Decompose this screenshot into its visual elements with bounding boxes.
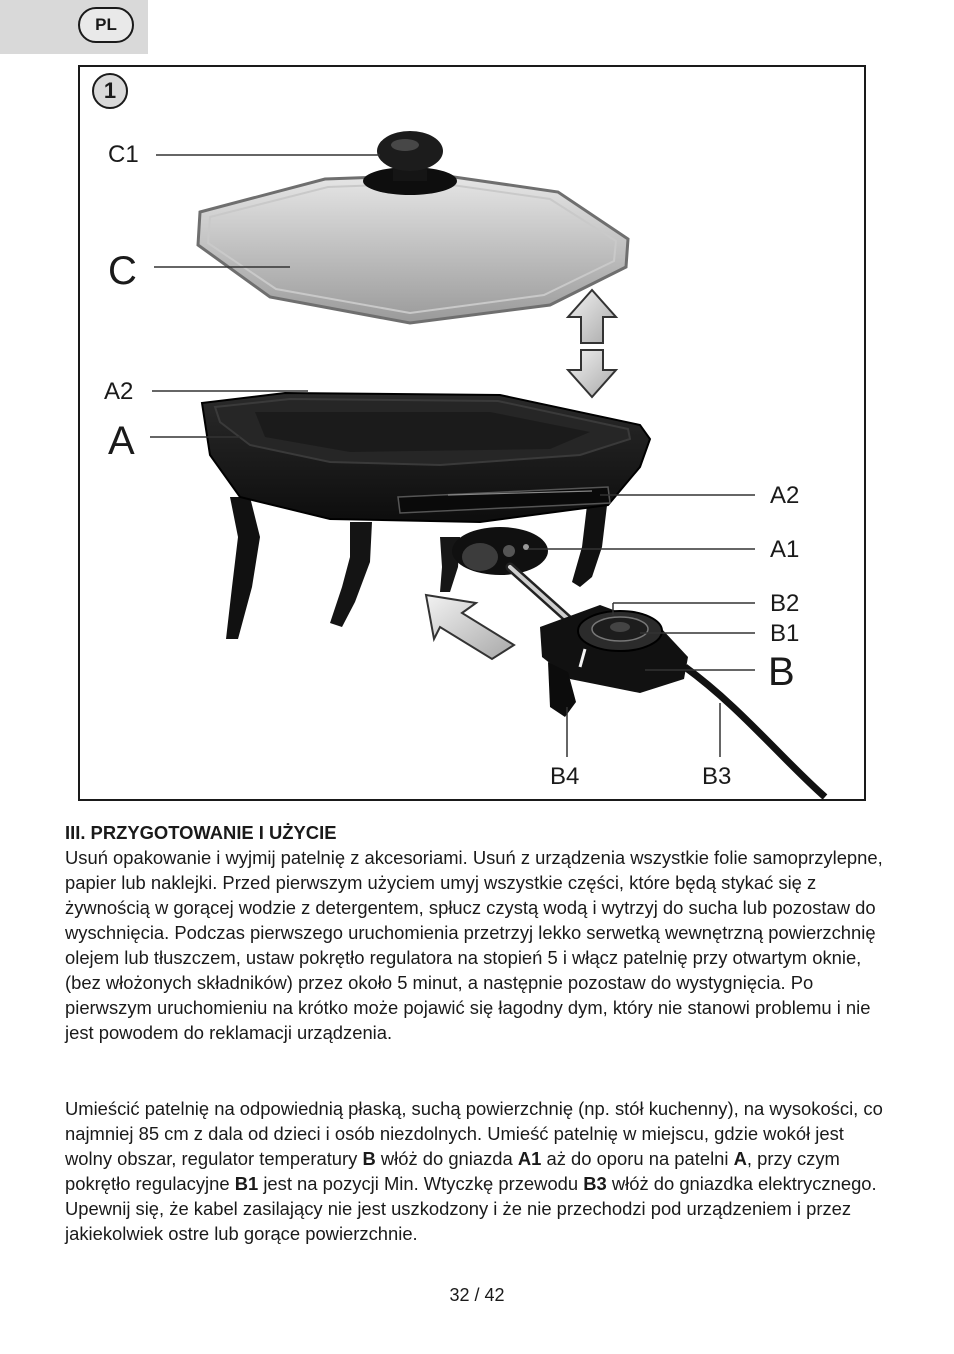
label-b4: B4: [550, 763, 580, 790]
label-b3: B3: [702, 763, 732, 790]
label-b1: B1: [770, 620, 800, 647]
section-title: III. PRZYGOTOWANIE I UŻYCIE: [65, 822, 337, 843]
label-a2-right: A2: [770, 482, 800, 509]
product-figure: [78, 65, 866, 801]
paragraph-placement: Umieścić patelnię na odpowiednią płaską, suchą powierzchnię (np. stół kuchenny), na wysokości, co najmniej 85 cm z dala od dzieci i osób niezdolnych. Umieść patelnię w miejscu, gdzie wokół jest wolny obszar, regulator temperatury B włóż do gniazda A1 aż do oporu na patelni A, przy czym pokrętło regulacyjne B1 jest na pozycji Min. Wtyczkę przewodu B3 włóż do gniazdka elektrycznego. Upewnij się, że kabel zasilający nie jest uszkodzony i że nie przechodzi pod urządzeniem i przez jakiekolwiek ostre lub gorące powierzchnie.: [65, 1098, 883, 1244]
label-a: A: [108, 419, 135, 463]
section-placement: [65, 1096, 895, 1246]
thermostat-regulator: [540, 605, 688, 717]
pan-body: [202, 393, 650, 639]
section-preparation: [65, 820, 895, 1045]
language-badge: PL: [78, 7, 134, 43]
label-a1: A1: [770, 536, 800, 563]
label-a2-left: A2: [104, 378, 134, 405]
lid-knob: [363, 131, 457, 195]
label-c: C: [108, 249, 137, 293]
label-c1: C1: [108, 141, 139, 168]
label-b2: B2: [770, 590, 800, 617]
label-b: B: [768, 650, 795, 694]
figure-number: 1: [92, 73, 128, 109]
up-down-arrow-icon: [568, 290, 616, 397]
insert-direction-arrow-icon: [426, 595, 514, 659]
glass-lid: [198, 175, 628, 323]
thermostat-probe: [510, 567, 568, 619]
language-tab: [0, 0, 148, 54]
paragraph-first-use: Usuń opakowanie i wyjmij patelnię z akcesoriami. Usuń z urządzenia wszystkie folie samoprzylepne, papier lub naklejki. Przed pierwszym użyciem umyj wszystkie części, które będą stykać się z żywnością w gorącej wodzie z detergentem, spłucz czystą wodą i wytrzyj do sucha lub pozostaw do wyschnięcia. Podczas pierwszego uruchomienia przetrzyj lekko serwetką wewnętrzną powierzchnię olejem lub tłuszczem, ustaw pokrętło regulatora na stopień 5 i włącz patelnię przy otwartym oknie, (bez włożonych składników) przez około 5 minut, a następnie pozostaw do wystygnięcia. Po pierwszym uruchomieniu na krótko może pojawić się łagodny dym, który nie stanowi problemu i nie jest powodem do reklamacji urządzenia.: [65, 847, 883, 1043]
electric-pan-illustration: [80, 67, 868, 803]
page-number: 32 / 42: [449, 1285, 505, 1305]
